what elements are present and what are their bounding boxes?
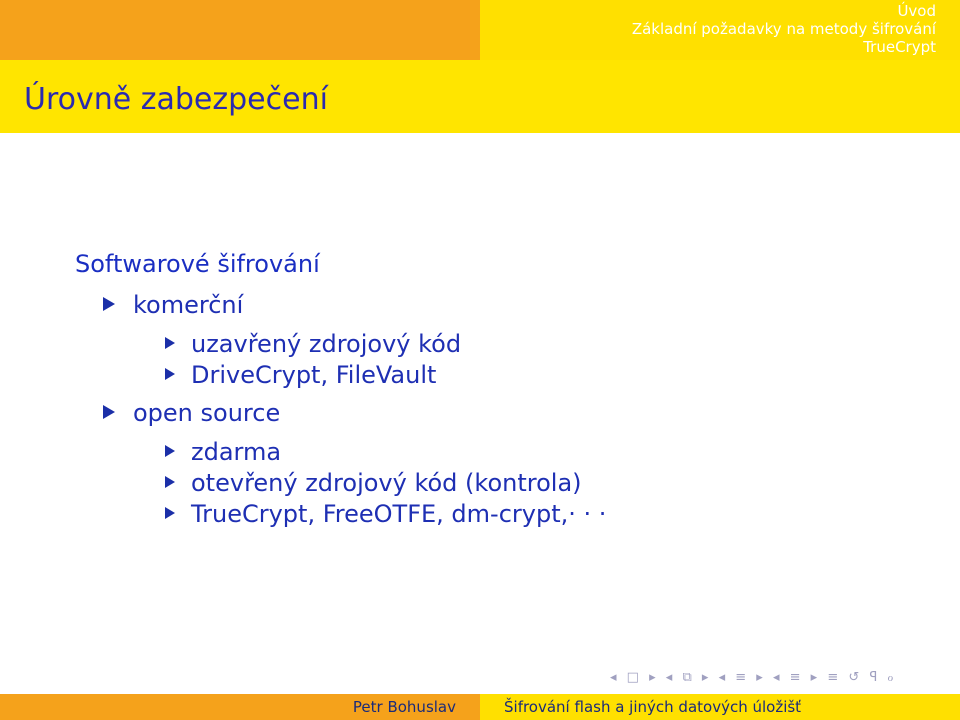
list-item bbox=[165, 437, 281, 467]
nav-next-subsection-icon[interactable]: ▸ bbox=[756, 670, 763, 685]
nav-prev-section-icon[interactable]: ◂ bbox=[772, 670, 780, 685]
nav-next-frame-icon[interactable]: ▸ bbox=[649, 670, 656, 685]
nav-document-icon[interactable]: ≡ bbox=[827, 670, 839, 685]
list-item-label: TrueCrypt, FreeOTFE, dm-crypt,· · · bbox=[191, 500, 607, 528]
section-link-truecrypt[interactable]: TrueCrypt bbox=[863, 38, 936, 56]
nav-next-section-icon[interactable]: ▸ bbox=[810, 670, 818, 685]
footer-right-panel bbox=[480, 694, 960, 720]
triangle-bullet-icon bbox=[103, 297, 115, 311]
list-item bbox=[165, 329, 461, 359]
nav-prev-subsection-icon[interactable]: ◂ bbox=[718, 670, 726, 685]
list-item-label: otevřený zdrojový kód (kontrola) bbox=[191, 469, 582, 497]
list-item bbox=[103, 398, 280, 428]
beamer-navigation-symbols bbox=[610, 670, 956, 690]
list-item-label: komerční bbox=[133, 291, 244, 319]
triangle-bullet-icon bbox=[165, 337, 175, 349]
nav-zoom-icon[interactable]: ℴ bbox=[887, 670, 894, 685]
nav-section-icon[interactable]: ≡ bbox=[789, 670, 801, 685]
footer-title: Šifrování flash a jiných datových úložišť bbox=[504, 698, 802, 716]
nav-prev-frame-icon[interactable]: ◂ bbox=[610, 670, 617, 685]
nav-subsection-icon[interactable]: ≡ bbox=[735, 670, 747, 685]
triangle-bullet-icon bbox=[165, 507, 175, 519]
nav-back-icon[interactable]: ↺ bbox=[848, 670, 860, 685]
triangle-bullet-icon bbox=[165, 476, 175, 488]
nav-frame-icon[interactable]: □ bbox=[626, 670, 639, 685]
nav-slide-icon[interactable]: ⧉ bbox=[682, 670, 692, 685]
triangle-bullet-icon bbox=[165, 445, 175, 457]
list-item-label: open source bbox=[133, 399, 281, 427]
list-item bbox=[103, 290, 243, 320]
nav-search-icon[interactable]: ꟼ bbox=[869, 670, 878, 685]
triangle-bullet-icon bbox=[103, 405, 115, 419]
list-item bbox=[165, 360, 436, 390]
triangle-bullet-icon bbox=[165, 368, 175, 380]
list-item bbox=[165, 499, 606, 529]
content-heading: Softwarové šifrování bbox=[75, 250, 320, 278]
list-item-label: DriveCrypt, FileVault bbox=[191, 361, 437, 389]
section-link-uvod[interactable]: Úvod bbox=[897, 2, 936, 20]
nav-prev-slide-icon[interactable]: ◂ bbox=[665, 670, 673, 685]
list-item bbox=[165, 468, 582, 498]
footer-bar bbox=[0, 694, 960, 720]
frame-title: Úrovně zabezpečení bbox=[24, 82, 328, 117]
nav-next-slide-icon[interactable]: ▸ bbox=[701, 670, 709, 685]
footer-author: Petr Bohuslav bbox=[352, 698, 456, 716]
footer-left-panel bbox=[0, 694, 480, 720]
list-item-label: uzavřený zdrojový kód bbox=[191, 330, 462, 358]
section-link-pozadavky[interactable]: Základní požadavky na metody šifrování bbox=[631, 20, 936, 38]
list-item-label: zdarma bbox=[191, 438, 282, 466]
